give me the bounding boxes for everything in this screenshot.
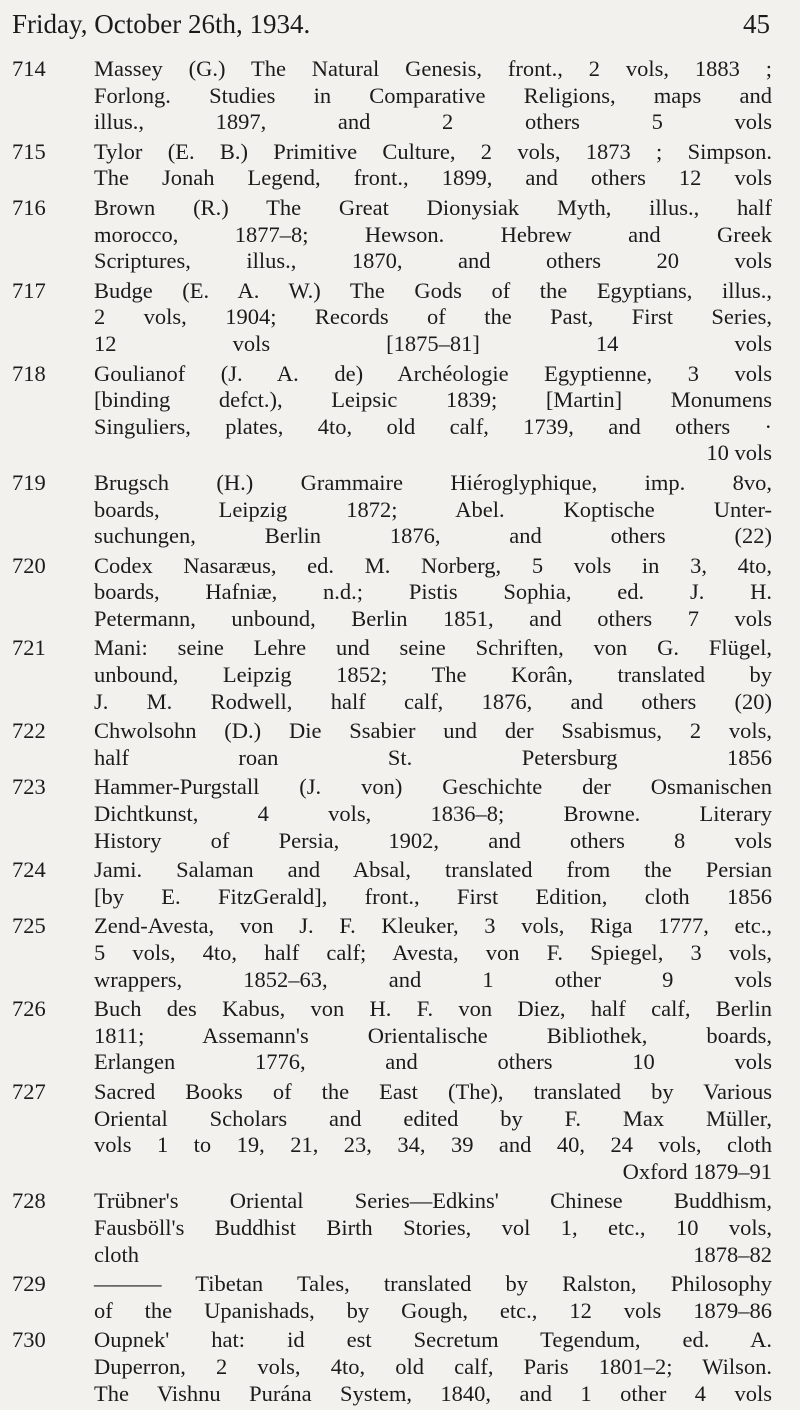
- lot-text-line: Duperron, 2 vols, 4to, old calf, Paris 1801–2; Wilson.: [94, 1353, 772, 1379]
- lot-text-line: 12 vols [1875–81] 14 vols: [94, 330, 772, 356]
- lot-number: 721: [12, 635, 46, 661]
- lot-text-line: Mani: seine Lehre und seine Schriften, von G. Flügel,: [94, 635, 772, 661]
- lot-entry: [0, 553, 800, 633]
- lot-entry: [0, 857, 800, 910]
- lot-text-line: wrappers, 1852–63, and 1 other 9 vols: [94, 966, 772, 992]
- lot-entry: [0, 996, 800, 1076]
- running-head-date: Friday, October 26th, 1934.: [12, 9, 311, 39]
- lot-entry: [0, 361, 800, 467]
- lot-entry: [0, 635, 800, 715]
- lot-text-line: cloth 1878–82: [94, 1241, 772, 1267]
- lot-number: 727: [12, 1078, 46, 1104]
- lot-text-line: suchungen, Berlin 1876, and others (22): [94, 523, 772, 549]
- lot-text-line: of the Upanishads, by Gough, etc., 12 vols 1879–86: [94, 1297, 772, 1323]
- lot-text-line: Sacred Books of the East (The), translated by Various: [94, 1078, 772, 1104]
- lot-number: 717: [12, 277, 46, 303]
- lot-text-line: morocco, 1877–8; Hewson. Hebrew and Greek: [94, 221, 772, 247]
- lot-text-line: 5 vols, 4to, half calf; Avesta, von F. Spiegel, 3 vols,: [94, 940, 772, 965]
- lot-text-line: boards, Hafniæ, n.d.; Pistis Sophia, ed. J. H.: [94, 579, 772, 605]
- lot-text-line: Singuliers, plates, 4to, old calf, 1739, and others ·: [94, 413, 772, 439]
- page-number: 45: [743, 9, 770, 39]
- lot-entry: [0, 1079, 800, 1185]
- lot-text-line: Erlangen 1776, and others 10 vols: [94, 1049, 772, 1075]
- lot-number: 728: [12, 1188, 46, 1214]
- lot-text-line: Oupnek' hat: id est Secretum Tegendum, ed. A.: [94, 1327, 772, 1353]
- lot-text-line: Scriptures, illus., 1870, and others 20 vols: [94, 248, 772, 274]
- lot-text-line: [by E. FitzGerald], front., First Edition, cloth 1856: [94, 883, 772, 909]
- lot-entry: [0, 195, 800, 275]
- lot-text-line: History of Persia, 1902, and others 8 vols: [94, 827, 772, 853]
- lot-text-line: unbound, Leipzig 1852; The Korân, translated by: [94, 662, 772, 688]
- lot-entry: [0, 774, 800, 854]
- lot-text-line: Tylor (E. B.) Primitive Culture, 2 vols, 1873 ; Simpson.: [94, 138, 772, 164]
- lot-number: 730: [12, 1327, 46, 1353]
- lot-text-line: Goulianof (J. A. de) Archéologie Egyptienne, 3 vols: [94, 360, 772, 386]
- lot-number: 720: [12, 552, 46, 578]
- lot-text-line: illus., 1897, and 2 others 5 vols: [94, 109, 772, 135]
- lot-text-line: Budge (E. A. W.) The Gods of the Egyptians, illus.,: [94, 277, 772, 303]
- lot-text-line: Forlong. Studies in Comparative Religions, maps and: [94, 82, 772, 108]
- lot-text-line: boards, Leipzig 1872; Abel. Koptische Unter-: [94, 496, 772, 522]
- lot-text-line: Massey (G.) The Natural Genesis, front., 2 vols, 1883 ;: [94, 56, 772, 81]
- lot-text-line: Hammer-Purgstall (J. von) Geschichte der Osmanischen: [94, 774, 772, 800]
- page-header: [12, 2, 770, 46]
- lot-number: 725: [12, 913, 46, 939]
- lot-number: 715: [12, 138, 46, 164]
- catalogue-entries: [0, 56, 800, 1410]
- lot-text-line: Petermann, unbound, Berlin 1851, and others 7 vols: [94, 605, 772, 631]
- lot-entry: [0, 913, 800, 993]
- lot-number: 716: [12, 194, 46, 220]
- lot-text-line: Brugsch (H.) Grammaire Hiéroglyphique, imp. 8vo,: [94, 469, 772, 495]
- lot-entry: [0, 470, 800, 550]
- lot-text-line: Oriental Scholars and edited by F. Max Müller,: [94, 1105, 772, 1131]
- lot-text-line: half roan St. Petersburg 1856: [94, 744, 772, 770]
- lot-entry: [0, 718, 800, 771]
- lot-text-line: Dichtkunst, 4 vols, 1836–8; Browne. Literary: [94, 801, 772, 827]
- lot-text-line: Oxford 1879–91: [622, 1158, 772, 1184]
- lot-text-line: The Jonah Legend, front., 1899, and others 12 vols: [94, 165, 772, 191]
- lot-text-line: 1811; Assemann's Orientalische Bibliothek, boards,: [94, 1022, 772, 1048]
- lot-number: 722: [12, 718, 46, 744]
- lot-text-line: Zend-Avesta, von J. F. Kleuker, 3 vols, Riga 1777, etc.,: [94, 913, 772, 939]
- lot-text-line: ——— Tibetan Tales, translated by Ralston, Philosophy: [94, 1271, 772, 1297]
- lot-number: 718: [12, 360, 46, 386]
- lot-text-line: Brown (R.) The Great Dionysiak Myth, illus., half: [94, 194, 772, 220]
- lot-entry: [0, 1188, 800, 1268]
- lot-text-line: vols 1 to 19, 21, 23, 34, 39 and 40, 24 vols, cloth: [94, 1132, 772, 1158]
- lot-entry: [0, 139, 800, 192]
- lot-text-line: Buch des Kabus, von H. F. von Diez, half calf, Berlin: [94, 996, 772, 1022]
- lot-text-line: Jami. Salaman and Absal, translated from the Persian: [94, 857, 772, 883]
- lot-text-line: Fausböll's Buddhist Birth Stories, vol 1, etc., 10 vols,: [94, 1214, 772, 1240]
- lot-text-line: J. M. Rodwell, half calf, 1876, and others (20): [94, 688, 772, 714]
- lot-entry: [0, 56, 800, 136]
- lot-number: 719: [12, 469, 46, 495]
- lot-number: 724: [12, 857, 46, 883]
- lot-number: 723: [12, 774, 46, 800]
- lot-text-line: Chwolsohn (D.) Die Ssabier und der Ssabismus, 2 vols,: [94, 718, 772, 744]
- lot-number: 714: [12, 56, 46, 81]
- lot-text-line: The Vishnu Purána System, 1840, and 1 other 4 vols: [94, 1380, 772, 1406]
- lot-number: 726: [12, 996, 46, 1022]
- lot-text-line: Codex Nasaræus, ed. M. Norberg, 5 vols in 3, 4to,: [94, 552, 772, 578]
- lot-entry: [0, 1327, 800, 1407]
- lot-number: 729: [12, 1271, 46, 1297]
- lot-text-line: Trübner's Oriental Series—Edkins' Chinese Buddhism,: [94, 1188, 772, 1214]
- lot-text-line: 10 vols: [706, 440, 772, 466]
- lot-entry: [0, 278, 800, 358]
- lot-text-line: 2 vols, 1904; Records of the Past, First Series,: [94, 304, 772, 330]
- lot-entry: [0, 1271, 800, 1324]
- lot-text-line: [binding defct.), Leipsic 1839; [Martin] Monumens: [94, 387, 772, 413]
